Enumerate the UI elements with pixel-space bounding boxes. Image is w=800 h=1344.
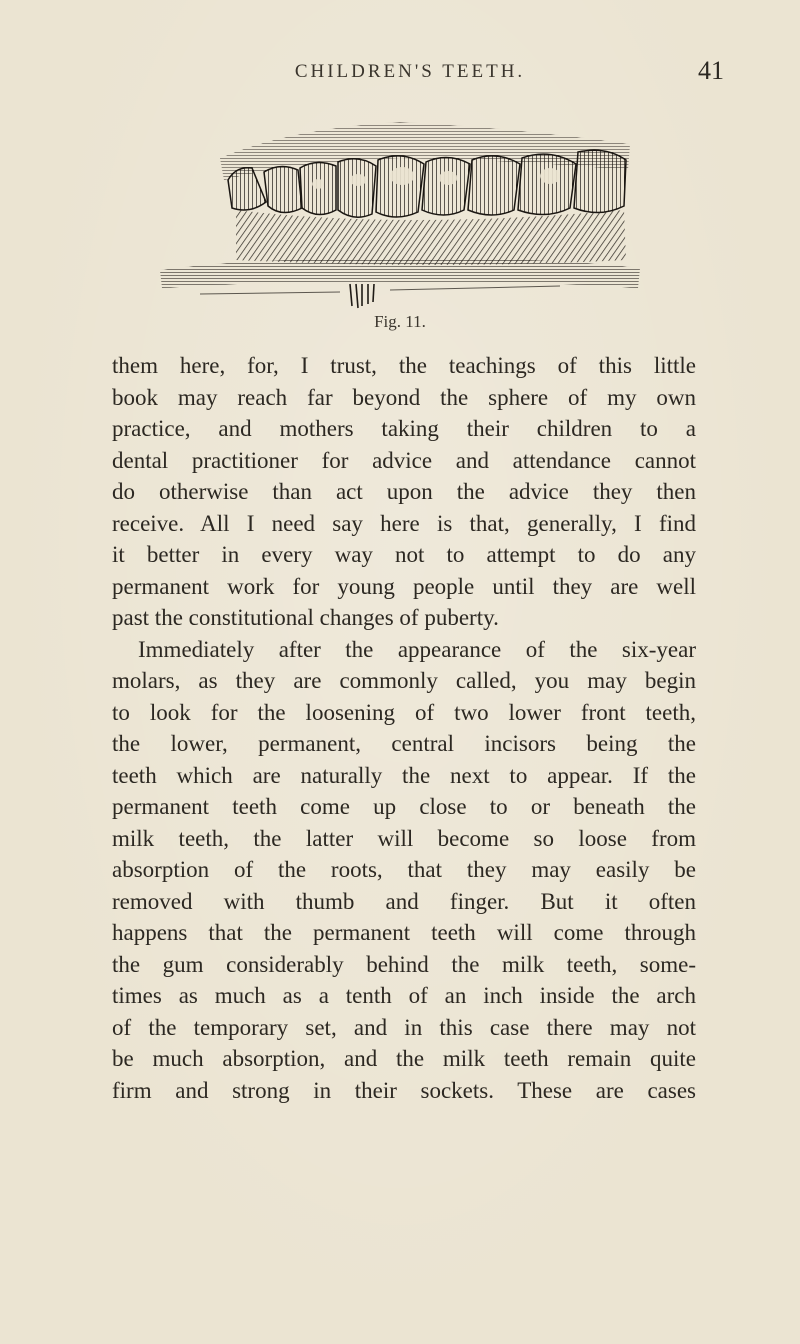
text-line: book may reach far beyond the sphere of my own [112,384,696,410]
text-line: times as much as a tenth of an inch inside the arch [112,983,696,1008]
text-line: dental practitioner for advice and attendance cannot [112,447,696,473]
text-line: to look for the loosening of two lower front teeth, [112,699,696,725]
text-line: of the temporary set, and in this case there may not [112,1014,696,1040]
text-line: absorption of the roots, that they may easily be [112,857,696,882]
text-line: them here, for, I trust, the teachings of this little [112,353,696,378]
text-line: teeth which are naturally the next to appear. If the [112,762,696,788]
text-line: it better in every way not to attempt to do any [112,542,696,567]
teeth-illustration [140,110,660,310]
text-line: molars, as they are commonly called, you may begin [112,668,696,693]
running-title: CHILDREN'S TEETH. [294,61,526,82]
text-line: the gum considerably behind the milk teeth, some- [112,951,696,977]
text-line: removed with thumb and finger. But it often [112,888,696,914]
body-text [112,350,696,1106]
figure-caption: Fig. 11. [374,312,426,331]
text-line: permanent work for young people until they are well [112,573,696,599]
text-line: Immediately after the appearance of the six-year [138,636,696,662]
text-line: milk teeth, the latter will become so loose from [112,825,696,851]
page-number: 41 [698,56,724,85]
text-line: past the constitutional changes of puberty. [112,605,499,630]
text-line: practice, and mothers taking their children to a [112,416,696,441]
text-line: receive. All I need say here is that, generally, I find [112,510,696,536]
dental-engraving-figure [140,110,660,310]
text-line: be much absorption, and the milk teeth remain quite [112,1046,696,1071]
text-line: do otherwise than act upon the advice they then [112,479,696,504]
text-line: the lower, permanent, central incisors being the [112,731,696,756]
running-head [100,56,724,88]
text-line: firm and strong in their sockets. These are cases [112,1077,696,1103]
text-line: permanent teeth come up close to or beneath the [112,794,696,819]
text-line: happens that the permanent teeth will come through [112,920,696,945]
